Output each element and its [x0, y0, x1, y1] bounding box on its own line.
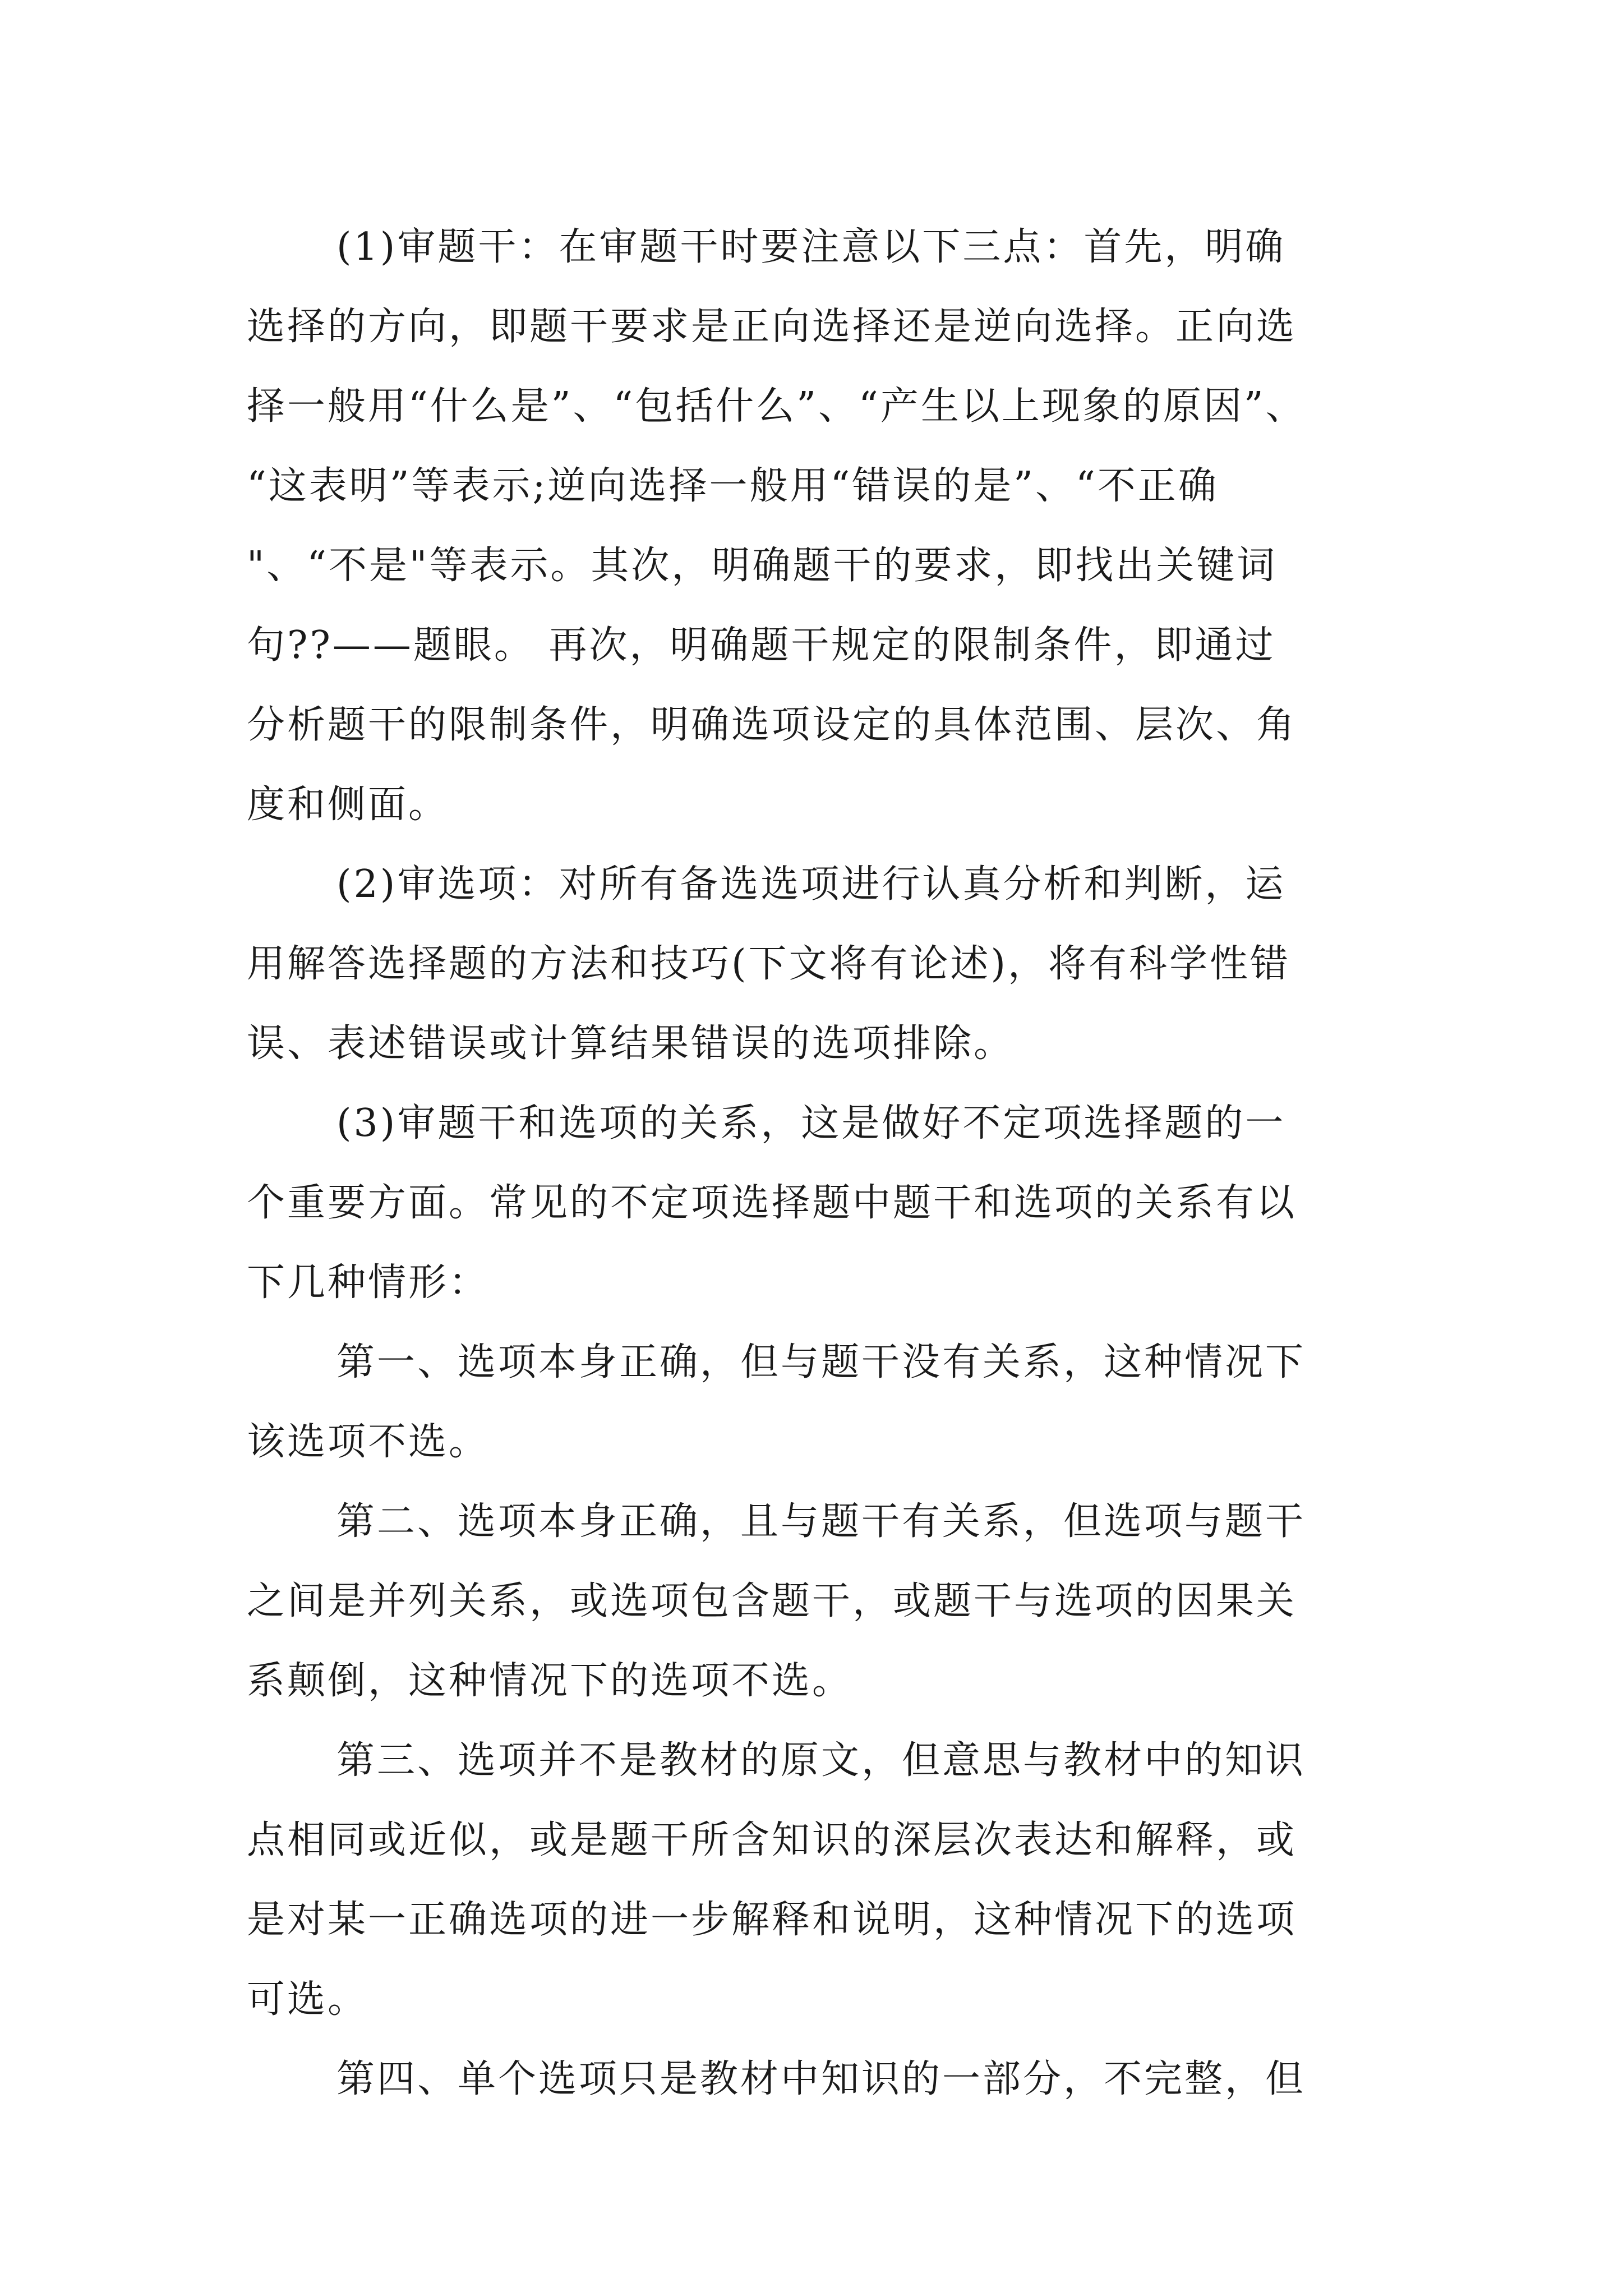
- text-line: 第三、选项并不是教材的原文，但意思与教材中的知识: [336, 1738, 1306, 1783]
- text-line: 度和侧面。: [247, 783, 449, 827]
- text-line: 该选项不选。: [247, 1420, 490, 1464]
- document-body: [247, 208, 1402, 2119]
- text-line: 点相同或近似，或是题干所含知识的深层次表达和解释，或: [247, 1818, 1297, 1862]
- text-line: 个重要方面。常见的不定项选择题中题干和选项的关系有以: [247, 1181, 1297, 1225]
- text-line: 第一、选项本身正确，但与题干没有关系，这种情况下: [336, 1340, 1306, 1384]
- text-line: 用解答选择题的方法和技巧(下文将有论述)，将有科学性错: [247, 942, 1291, 986]
- text-line: 第二、选项本身正确，且与题干有关系，但选项与题干: [336, 1499, 1306, 1544]
- text-line: “这表明”等表示;逆向选择一般用“错误的是”、“不正确: [247, 464, 1219, 508]
- text-line: 系颠倒，这种情况下的选项不选。: [247, 1659, 853, 1703]
- text-line: 误、表述错误或计算结果错误的选项排除。: [247, 1022, 1015, 1066]
- text-line: "、“不是"等表示。其次，明确题干的要求，即找出关键词: [247, 544, 1278, 588]
- text-line: 可选。: [247, 1977, 368, 2022]
- text-line: (2)审选项：对所有备选选项进行认真分析和判断，运: [336, 862, 1286, 907]
- text-line: (1)审题干：在审题干时要注意以下三点：首先，明确: [336, 225, 1286, 269]
- text-line: 之间是并列关系，或选项包含题干，或题干与选项的因果关: [247, 1579, 1297, 1623]
- text-line: 选择的方向，即题干要求是正向选择还是逆向选择。正向选: [247, 305, 1297, 349]
- text-line: 下几种情形：: [247, 1260, 490, 1305]
- text-line: 是对某一正确选项的进一步解释和说明，这种情况下的选项: [247, 1898, 1297, 1942]
- text-line: 第四、单个选项只是教材中知识的一部分，不完整，但: [336, 2057, 1306, 2101]
- text-line: 分析题干的限制条件，明确选项设定的具体范围、层次、角: [247, 703, 1297, 747]
- text-line: (3)审题干和选项的关系，这是做好不定项选择题的一: [336, 1101, 1286, 1145]
- text-line: 择一般用“什么是”、“包括什么”、“产生以上现象的原因”、: [247, 384, 1306, 429]
- text-line: 句??——题眼。 再次，明确题干规定的限制条件，即通过: [247, 623, 1276, 668]
